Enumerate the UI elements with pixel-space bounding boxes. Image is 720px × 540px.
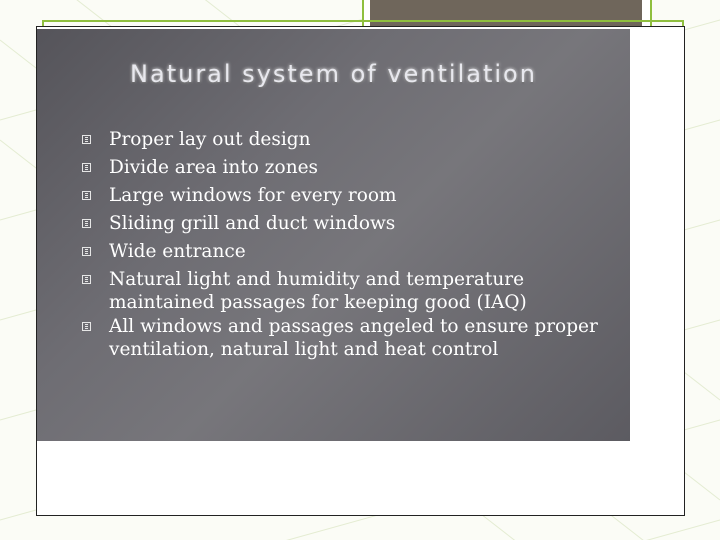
square-bullet-icon (82, 219, 91, 228)
bullet-item (82, 240, 622, 263)
bullet-text: Proper lay out design (109, 129, 311, 150)
bullet-item (82, 315, 622, 361)
bullet-item (82, 184, 622, 207)
bullet-item (82, 212, 622, 235)
bullet-text: All windows and passages angeled to ensure proper ventilation, natural light and heat control (109, 316, 598, 360)
bullet-text: Large windows for every room (109, 185, 397, 206)
square-bullet-icon (82, 275, 91, 284)
bullet-item (82, 156, 622, 179)
bullet-text: Wide entrance (109, 241, 246, 262)
square-bullet-icon (82, 247, 91, 256)
bullet-text: Natural light and humidity and temperature maintained passages for keeping good (IAQ) (109, 269, 527, 313)
bullet-list (82, 128, 622, 366)
slide-title: Natural system of ventilation (130, 60, 537, 88)
square-bullet-icon (82, 322, 91, 331)
square-bullet-icon (82, 191, 91, 200)
square-bullet-icon (82, 135, 91, 144)
bullet-item (82, 128, 622, 151)
bullet-text: Sliding grill and duct windows (109, 213, 396, 234)
square-bullet-icon (82, 163, 91, 172)
bullet-text: Divide area into zones (109, 157, 319, 178)
bullet-item (82, 268, 622, 314)
